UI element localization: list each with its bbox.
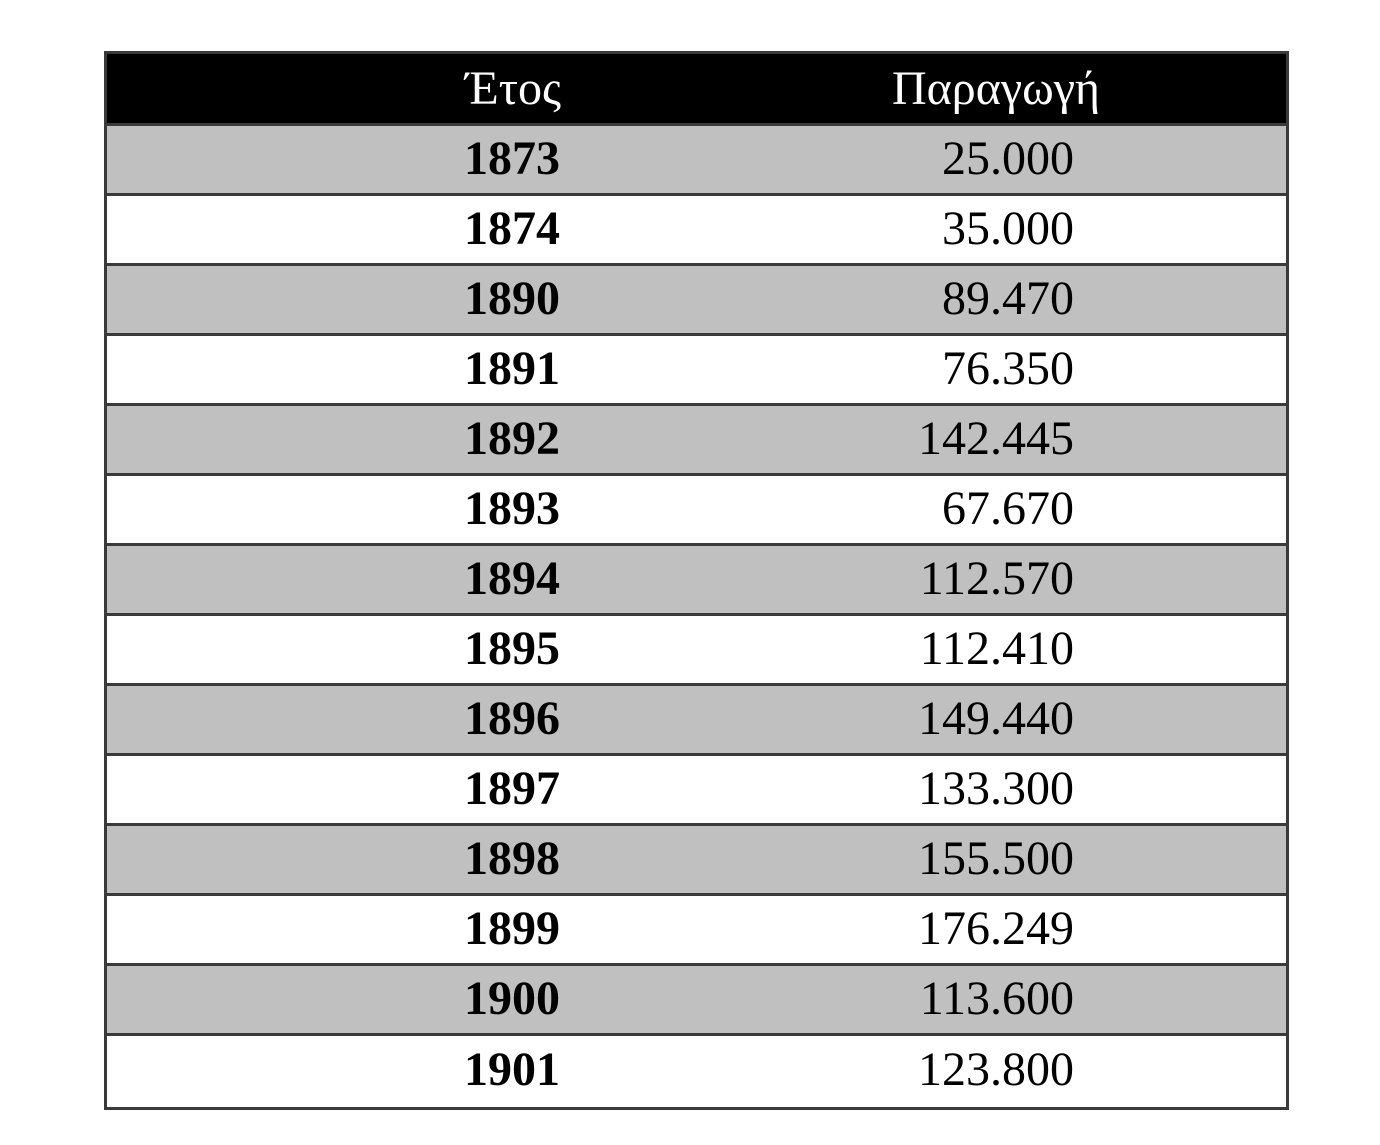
production-column-header: Παραγωγή <box>891 61 1100 115</box>
year-cell: 1894 <box>464 552 560 605</box>
year-cell: 1874 <box>464 202 560 255</box>
year-cell: 1900 <box>464 972 560 1025</box>
production-cell: 155.500 <box>918 832 1074 885</box>
production-cell: 149.440 <box>918 692 1074 745</box>
table-row <box>107 684 1286 754</box>
table-row <box>107 614 1286 684</box>
table-body <box>107 124 1286 1104</box>
year-cell: 1873 <box>464 132 560 185</box>
year-cell: 1892 <box>464 412 560 465</box>
table-row <box>107 404 1286 474</box>
production-cell: 35.000 <box>942 202 1074 255</box>
year-cell: 1895 <box>464 622 560 675</box>
table-row <box>107 334 1286 404</box>
table-row <box>107 824 1286 894</box>
table-row <box>107 964 1286 1034</box>
production-cell: 113.600 <box>919 972 1074 1025</box>
year-cell: 1890 <box>464 272 560 325</box>
production-cell: 142.445 <box>918 412 1074 465</box>
production-cell: 76.350 <box>942 342 1074 395</box>
production-cell: 112.570 <box>919 552 1074 605</box>
table-row <box>107 544 1286 614</box>
table-header-row <box>107 54 1286 124</box>
production-table <box>107 54 1286 1104</box>
year-cell: 1891 <box>464 342 560 395</box>
production-cell: 112.410 <box>919 622 1074 675</box>
year-cell: 1899 <box>464 902 560 955</box>
year-cell: 1898 <box>464 832 560 885</box>
production-cell: 176.249 <box>918 902 1074 955</box>
production-table-frame <box>104 51 1289 1110</box>
table-row <box>107 124 1286 194</box>
table-row <box>107 894 1286 964</box>
year-cell: 1897 <box>464 762 560 815</box>
production-cell: 133.300 <box>918 762 1074 815</box>
production-cell: 123.800 <box>918 1042 1074 1096</box>
production-cell: 67.670 <box>942 482 1074 535</box>
table-row <box>107 194 1286 264</box>
production-cell: 25.000 <box>942 132 1074 185</box>
table-row <box>107 264 1286 334</box>
table-row <box>107 474 1286 544</box>
table-row <box>107 1034 1286 1104</box>
year-cell: 1901 <box>464 1042 560 1096</box>
table-row <box>107 754 1286 824</box>
production-cell: 89.470 <box>942 272 1074 325</box>
year-cell: 1893 <box>464 482 560 535</box>
year-cell: 1896 <box>464 692 560 745</box>
year-column-header: Έτος <box>465 61 561 115</box>
